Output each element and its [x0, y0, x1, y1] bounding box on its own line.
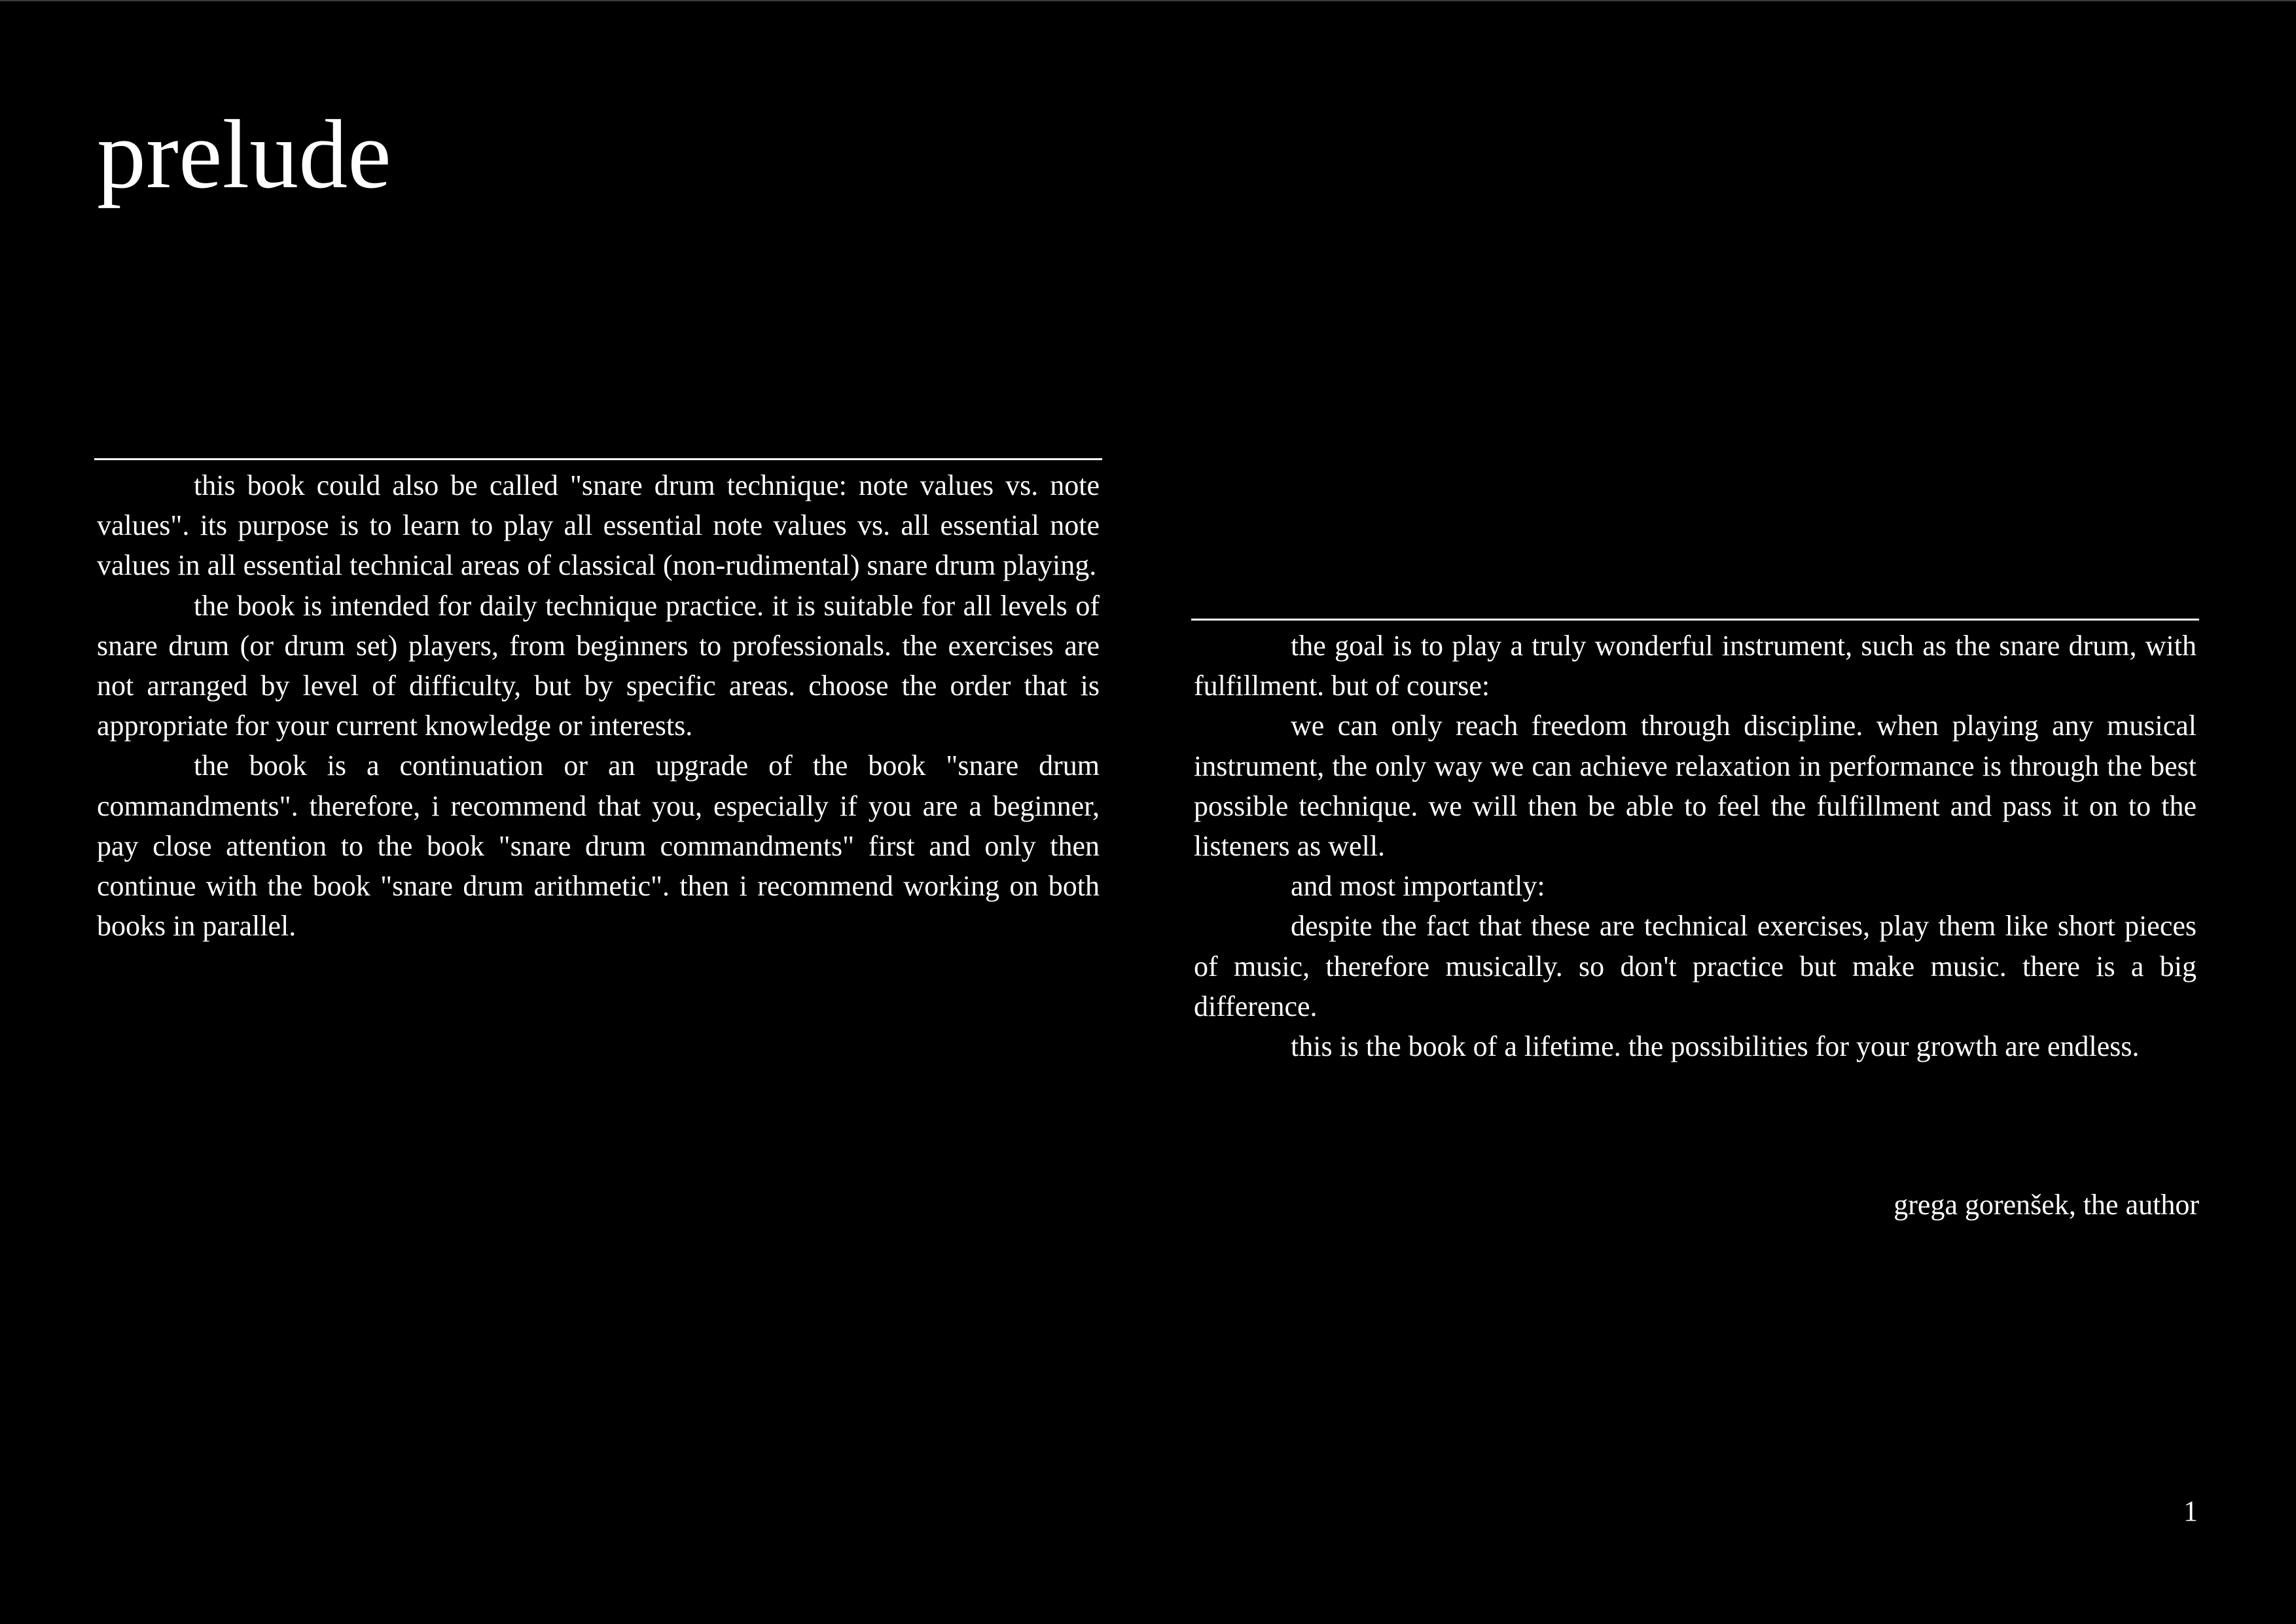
right-paragraph-1: the goal is to play a truly wonderful instrument, such as the snare drum, with fulfillment. but of course:	[1194, 630, 2197, 702]
left-paragraph-1: this book could also be called "snare drum technique: note values vs. note values". its purpose is to learn to play all essential note values vs. all essential note values in all essential technical areas of classical (non-rudimental) snare drum playing.	[97, 469, 1100, 582]
page-top-edge	[0, 0, 2296, 1]
left-paragraph-3: the book is a continuation or an upgrade of the book "snare drum commandments". therefore, i recommend that you, especially if you are a beginner, pay close attention to the book "snare drum commandments" first and only then continue with the book "snare drum arithmetic". then i recommend working on both books in parallel.	[97, 749, 1100, 943]
author-signature: grega gorenšek, the author	[1893, 1189, 2199, 1221]
right-paragraph-4: despite the fact that these are technical exercises, play them like short pieces of music, therefore musically. so don't practice but make music. there is a big difference.	[1194, 910, 2197, 1022]
page-title: prelude	[97, 100, 391, 209]
left-paragraph-2: the book is intended for daily technique practice. it is suitable for all levels of snare drum (or drum set) players, from beginners to professionals. the exercises are not arranged by level of difficulty, but by specific areas. choose the order that is appropriate for your current knowledge or interests.	[97, 589, 1100, 742]
left-column-rule	[94, 458, 1102, 460]
right-column-rule	[1191, 619, 2199, 621]
left-column	[97, 458, 1100, 946]
right-column	[1194, 619, 2197, 1066]
right-paragraph-5: this is the book of a lifetime. the possibilities for your growth are endless.	[1291, 1030, 2140, 1063]
right-paragraph-2: we can only reach freedom through discipline. when playing any musical instrument, the only way we can achieve relaxation in performance is through the best possible technique. we will then be able to feel the fulfillment and pass it on to the listeners as well.	[1194, 710, 2197, 863]
page-number: 1	[2183, 1495, 2198, 1527]
right-paragraph-3: and most importantly:	[1291, 870, 1545, 903]
